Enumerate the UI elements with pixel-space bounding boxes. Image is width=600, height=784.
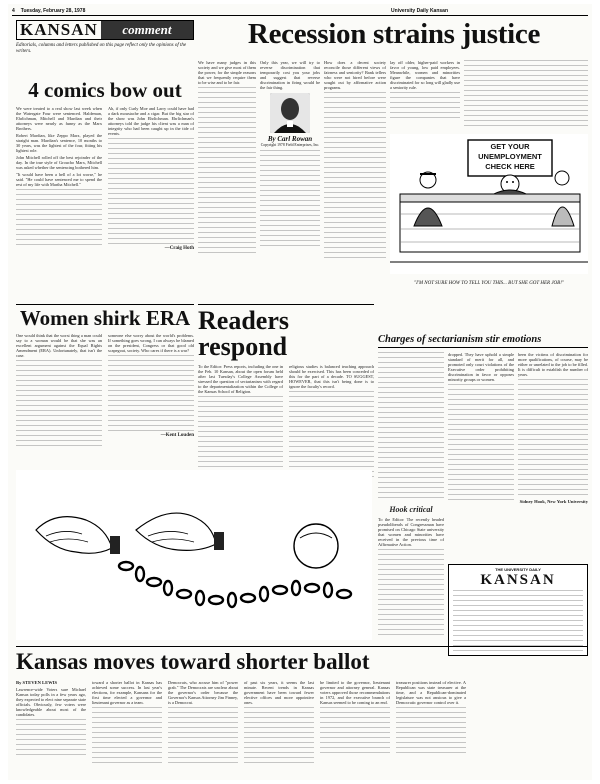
ballot-col-5: be limited to the governor, lieutenant governor and attorney general. Kansas voters approved those recommendations in 1972, and the executive branch of Kansas seemed to be coming to an end. (320, 680, 390, 778)
page-number: 4 (12, 7, 15, 14)
chain-hands-drawing (16, 470, 372, 640)
ballot-col-2: toward a shorter ballot in Kansas has achieved some success. In last year's elections, for example, Kansans for the first time elected a governor and lieutenant governor as a team. (92, 680, 162, 778)
columnist-portrait-icon (270, 93, 310, 133)
hook-subhead: Hook critical (389, 505, 433, 514)
cartoon-caption: "I'M NOT SURE HOW TO TELL YOU THIS... BUT SHE GOT HER JOB!" (414, 281, 564, 286)
newspaper-page (8, 4, 592, 780)
era-editorial (16, 304, 194, 461)
editorial-cartoon (390, 134, 588, 290)
masthead-tag: comment (101, 21, 193, 39)
masthead-name: KANSAN (20, 20, 98, 39)
columnist-photo (270, 93, 310, 133)
readers-section (198, 304, 374, 492)
era-byline: —Kent Louden (160, 433, 194, 438)
ballot-headline: Kansas moves toward shorter ballot (16, 649, 370, 674)
sectarianism-letters (378, 334, 588, 351)
letters-column-2: religious studies is balanced teaching approach should be exercised. This has been conceded of this for the part of a decade. TO SUGGEST, HOWEVER, that this isn't being done is to ignore the faculty's record. (289, 364, 374, 492)
recession-col-4: lay off older, higher-paid workers in favor of young, low paid employees. Meanwhile, women and minorities figure the companies that have discriminated for so long will gladly use a seniority rule. (390, 60, 460, 130)
ballot-columns (16, 680, 588, 778)
recession-col-1: We have many judges in this society and we give most of them the power, for the simple reasons that we frequently require them to be wise and to be fair. (198, 60, 256, 290)
era-column-2: someone else worry about the world's problems. If something goes wrong, I can always be blamed on the president, Congress or that good old scapegoat, society. Who cares if there is a war? —Kent Louden (108, 333, 194, 438)
masthead-subtitle: Editorials, columns and letters published on this page reflect only the opinions of the writers. (16, 43, 187, 54)
era-headline: Women shirk ERA (19, 306, 191, 330)
ballot-col-1: By STEVEN LEWIS Lawrence-wide Voters sure Michael Kansas today polls in a few years ago, they expected to elect nine separate state officials. Obviously, few voters were knowledgeable about most of the candidates. (16, 680, 86, 778)
ballot-col-3: Democrats, who accuse him of "power grab." The Democrats are unclear about the governor's order because the Governor's Kansas Attorney Jim Finney, is a Democrat. (168, 680, 238, 778)
sectarianism-col-3: been the victims of discrimination for more qualifications, of course, may be either or unrelated to the job to be filled. It is difficult to establish the number of years. Sidney Hook, New York University (518, 352, 588, 504)
sectarianism-headline: Charges of sectarianism stir emotions (378, 334, 588, 348)
comics-column-1: We were treated to a real show last week when the Watergate Four were sentenced. Haldeman, Ehrlichman, Mitchell and Mardian and their attorneys were nearly as funny as the Marx Brothers. Robert Mardian, like Zeppo Marx, played the straight man. Mardian's sentence, 10 months to 30 years, was the lightest of the four, fitting his lightest role. John Mitchell rolled off the best rejoinder of the day. In the true style of Groucho Marx, Mitchell was asked whether the sentencing bothered him. "It would have been a hell of a lot worse," he said. "He could have sentenced me to spend the rest of my life with Martha Mitchell." (16, 106, 102, 306)
ballot-story (16, 646, 588, 677)
recession-headline: Recession strains justice (247, 18, 541, 50)
letters-column-1: To the Editor: Press reports, including the one in the Feb. 10 Kansan, about the open forum held after last Tuesday's College Assembly have stressed the question of sectarianism with regard to the departmentalization within the College of the Kansas School of Religion. (198, 364, 283, 492)
recession-col-2: Only this year, we will try to reverse discrimination that temporarily cost you your jobs and suggest that reverse discrimination in firing would be the fair thing. By Carl Rowan Copyright 1978 Field Enterprises, Inc. (260, 60, 320, 290)
chain-illustration (16, 470, 372, 640)
recession-column (198, 20, 590, 53)
staff-box (448, 564, 588, 656)
ballot-col-6: treasurer positions instead of elective. A Republican was state treasurer at the time, and a Republican-dominated legislature was not anxious to give a Democratic governor control over it. (396, 680, 466, 778)
staff-name: KANSAN (480, 572, 556, 588)
issue-date: Tuesday, February 28, 1978 (20, 7, 86, 14)
ballot-byline: By STEVEN LEWIS (16, 680, 58, 685)
sectarianism-col-1: Hook critical To the Editor: The recently headed pseudoliberals of Congressman have promised on Chicago State university that women and minorities have received in the previous time of Affirmative Action. (378, 352, 444, 652)
paper-name: University Daily Kansan (391, 7, 448, 14)
ballot-col-4: of past six years, it seems the last minute. Recent trends in Kansas government have been toward fewer elective offices and more appointive ones. (244, 680, 314, 778)
sectarianism-col-2: dropped. They have uphold a simple standard of merit for all, and promoted only court violations of the Executive order prohibiting discrimination in favor or opposes minority groups or women. (448, 352, 514, 652)
hook-signature: Sidney Hook, New York University (519, 499, 588, 504)
comics-byline: —Craig Hoth (164, 246, 194, 251)
staff-label: THE UNIVERSITY DAILY (495, 567, 541, 572)
folio-line (12, 6, 588, 16)
recession-col-3: How does a decent society reconcile those different views of fairness and seniority? Bank tellers who were not hired before were sought out by affirmative action programs. (324, 60, 386, 290)
comics-column-2: Ah, if only Curly Moe and Larry could have had a dark moustache and a cigar. But the big star of the show was John Ehrlichman. Ehrlichman's attorneys told the judge his client was a man of integrity who had been caught up in the tide of events. —Craig Hoth (108, 106, 194, 251)
columnist-name: By Carl Rowan (267, 135, 313, 143)
comics-editorial (16, 80, 194, 306)
comics-headline: 4 comics bow out (28, 78, 182, 102)
era-column-1: One would think that the worst thing a man could say to a woman would be that she was an excellent argument against the Equal Rights Amendment (ERA). Unfortunately, that isn't the case. (16, 333, 102, 461)
copyright-line: Copyright 1978 Field Enterprises, Inc. (260, 143, 320, 147)
recession-col-5 (464, 60, 588, 130)
readers-headline: Readers respond (198, 306, 289, 361)
opinion-masthead (16, 20, 194, 74)
cartoon-sign: GET YOUR UNEMPLOYMENT CHECK HERE (478, 142, 542, 171)
